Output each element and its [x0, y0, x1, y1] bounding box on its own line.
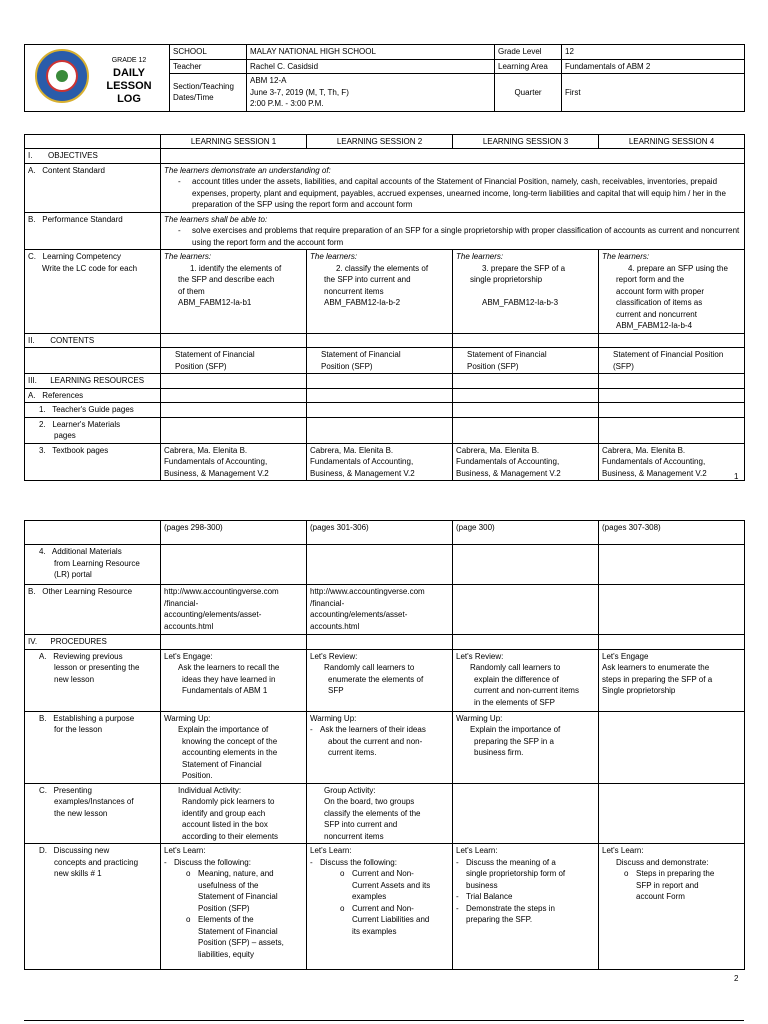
activity-line: steps in preparing the SFP of a	[602, 674, 713, 684]
contents-heading: II. CONTENTS	[25, 333, 161, 348]
competency-session-3	[453, 250, 599, 334]
label-line: the new lesson	[54, 808, 108, 818]
additional-blank	[599, 545, 745, 585]
page-number-1: 1	[734, 472, 739, 481]
competency-line: report form and the	[616, 275, 685, 284]
bullet-line: o Current and Non-	[310, 868, 449, 880]
performance-standard-label: B. Performance Standard	[25, 212, 161, 250]
label-line: lesson or presenting the	[54, 663, 140, 672]
header-table	[24, 44, 745, 112]
section-label: Section/Teaching Dates/Time	[170, 74, 247, 112]
activity-dash-line: - Demonstrate the steps in	[456, 903, 595, 915]
textbook-line: Fundamentals of Accounting,	[602, 457, 706, 466]
corner-cell	[25, 134, 161, 149]
contents-line: Position (SFP)	[467, 361, 519, 371]
lm-label-1: 2. Learner's Materials	[39, 419, 121, 429]
activity-head: Let's Engage	[602, 651, 649, 661]
activity-line: noncurrent items	[324, 831, 384, 841]
lm-blank	[453, 417, 599, 443]
activity-head: Let's Learn:	[310, 846, 352, 855]
bullet-line: SFP in report and	[636, 880, 699, 890]
grade-level-value: 12	[562, 45, 745, 60]
textbook-session-3	[453, 443, 599, 481]
activity-line: ideas they have learned in	[182, 674, 276, 684]
contents-session-4	[599, 348, 745, 374]
competency-line: 3. prepare the SFP of a	[482, 263, 566, 273]
performance-standard-text: solve exercises and problems that require preparation of an SFP for a single proprietorship with proper classification of accounts as current and noncurrent using the report form and the account form	[192, 226, 740, 247]
competency-line: single proprietorship	[470, 275, 543, 284]
link-line[interactable]: http://www.accountingverse.com	[164, 587, 279, 596]
activity-head: Let's Review:	[310, 651, 358, 661]
label-line: new skills # 1	[54, 869, 102, 878]
page-1	[24, 44, 744, 481]
activity-line: Explain the importance of	[178, 725, 269, 734]
content-standard-cell	[161, 163, 745, 212]
objectives-table	[24, 134, 745, 482]
references-blank	[453, 388, 599, 403]
textbook-line: Fundamentals of Accounting,	[456, 457, 560, 466]
link-line[interactable]: accounts.html	[164, 621, 214, 631]
quarter-value: First	[562, 74, 745, 112]
label-line: examples/Instances of	[54, 797, 134, 806]
procedures-blank	[307, 635, 453, 650]
competency-code: ABM_FABM12-Ia-b1	[178, 298, 252, 307]
competency-intro: The learners:	[164, 252, 212, 261]
activity-line: Single proprietorship	[602, 686, 676, 695]
textbook-line: Business, & Management V.2	[602, 468, 707, 478]
competency-line: classification of items as	[616, 298, 703, 307]
procedure-b-session-4	[599, 711, 745, 783]
lm-label-2: pages	[54, 431, 76, 440]
competency-label-2: Write the LC code for each	[42, 263, 138, 273]
tg-blank	[161, 403, 307, 418]
link-line[interactable]: accounts.html	[310, 621, 360, 631]
contents-session-1	[161, 348, 307, 374]
activity-line: SFP	[328, 686, 344, 695]
activity-line: explain the difference of	[474, 674, 559, 684]
additional-line: 4. Additional Materials	[39, 547, 122, 556]
activity-dash-line: - Ask the learners of their ideas	[310, 724, 449, 736]
textbook-session-2	[307, 443, 453, 481]
performance-standard-item: - solve exercises and problems that require preparation of an SFP for a single proprietorship with proper classification of accounts as current and noncurrent using the report form and the account form	[178, 226, 740, 247]
pages-session-1: (pages 298-300)	[161, 521, 307, 545]
other-resource-link-2[interactable]	[307, 585, 453, 635]
link-line[interactable]: accounting/elements/asset-	[164, 610, 262, 619]
section-line: ABM 12-A	[250, 76, 287, 85]
page-3-top-border	[24, 1020, 744, 1021]
procedure-d-label	[25, 844, 161, 970]
page-number-2: 2	[734, 974, 739, 983]
pages-session-4: (pages 307-308)	[599, 521, 745, 545]
activity-dash-line: - Discuss the meaning of a	[456, 857, 595, 869]
activity-line: current items.	[328, 748, 377, 757]
dates-line: June 3-7, 2019 (M, T, Th, F)	[250, 87, 349, 97]
bullet-line: examples	[352, 892, 387, 901]
other-blank	[453, 585, 599, 635]
competency-intro: The learners:	[456, 252, 504, 261]
bullet-line: Position (SFP)	[198, 903, 250, 913]
textbook-session-1	[161, 443, 307, 481]
activity-line: Statement of Financial	[182, 759, 262, 769]
pages-label-blank	[25, 521, 161, 545]
additional-blank	[453, 545, 599, 585]
contents-line: Statement of Financial	[467, 350, 547, 359]
link-line[interactable]: /financial-	[164, 598, 199, 608]
activity-head: Warming Up:	[456, 713, 503, 723]
competency-line: 2. classify the elements of	[336, 263, 429, 273]
activity-line: SFP into current and	[324, 820, 398, 829]
learning-area-value: Fundamentals of ABM 2	[562, 59, 745, 74]
activity-line: about the current and non-	[328, 736, 423, 746]
label-line: new lesson	[54, 674, 95, 684]
contents-session-2	[307, 348, 453, 374]
bullet-line: o Meaning, nature, and	[164, 868, 303, 880]
content-standard-label: A. Content Standard	[25, 163, 161, 212]
competency-line: of them	[178, 286, 205, 296]
bullet-line: o Steps in preparing the	[602, 868, 741, 880]
grade-label: GRADE 12	[111, 57, 147, 64]
teacher-value: Rachel C. Casidsid	[247, 59, 495, 74]
section-value	[247, 74, 495, 112]
procedure-a-session-2	[307, 649, 453, 711]
bullet-line: o Current and Non-	[310, 903, 449, 915]
competency-line: the SFP and describe each	[178, 275, 275, 284]
performance-standard-intro: The learners shall be able to:	[164, 214, 268, 224]
activity-line: according to their elements	[182, 831, 279, 841]
contents-blank	[307, 333, 453, 348]
contents-blank	[453, 333, 599, 348]
dll-title-line2: LOG	[117, 92, 141, 105]
bullet-line: o Elements of the	[164, 914, 303, 926]
bullet-line: liabilities, equity	[198, 949, 255, 959]
activity-dash-line: - Trial Balance	[456, 891, 595, 903]
competency-line: 1. identify the elements of	[190, 263, 282, 273]
procedure-a-session-4	[599, 649, 745, 711]
bullet-line: Position (SFP) – assets,	[198, 938, 284, 947]
competency-session-4	[599, 250, 745, 334]
other-resource-label: B. Other Learning Resource	[25, 585, 161, 635]
activity-line: enumerate the elements of	[328, 674, 424, 684]
procedure-b-session-1	[161, 711, 307, 783]
objectives-heading: I. OBJECTIVES	[25, 149, 161, 164]
textbook-line: Cabrera, Ma. Elenita B.	[164, 445, 248, 455]
activity-line: current and non-current items	[474, 686, 579, 695]
bullet-line: Current Assets and its	[352, 880, 431, 890]
activity-line: On the board, two groups	[324, 797, 415, 806]
competency-session-2	[307, 250, 453, 334]
activity-dash-line: - Discuss the following:	[164, 857, 303, 869]
competency-code: ABM_FABM12-Ia-b-4	[616, 321, 693, 330]
time-line: 2:00 P.M. - 3:00 P.M.	[250, 99, 324, 108]
pages-session-3: (page 300)	[453, 521, 599, 545]
activity-line: Randomly call learners to	[324, 663, 415, 672]
label-line: C. Presenting	[39, 785, 92, 795]
procedure-a-session-1	[161, 649, 307, 711]
contents-line: Statement of Financial	[175, 350, 255, 359]
procedure-c-session-2	[307, 783, 453, 844]
grade-level-label: Grade Level	[495, 45, 562, 60]
bullet-line: its examples	[352, 926, 397, 936]
link-line[interactable]: /financial-	[310, 598, 345, 608]
additional-line: from Learning Resource	[54, 558, 140, 568]
procedure-a-label	[25, 649, 161, 711]
content-standard-intro: The learners demonstrate an understanding of:	[164, 165, 331, 175]
activity-head: Let's Review:	[456, 651, 504, 661]
school-logo	[35, 49, 89, 103]
activity-line: business	[466, 880, 498, 890]
performance-standard-cell	[161, 212, 745, 250]
activity-head: Warming Up:	[164, 713, 211, 723]
activity-head: Group Activity:	[324, 785, 376, 795]
content-standard-item: - account titles under the assets, liabilities, and capital accounts of the Statement of Financial Position, namely, cash, receivables, inventories, prepaid expenses, property, plant and equipment, payables, accrued expenses, unearned income, long-term liabilities and capital that will equip him / her in the preparation of the SFP using the report form and account form	[164, 176, 741, 211]
label-line: concepts and practicing	[54, 857, 139, 867]
other-resource-link-1[interactable]	[161, 585, 307, 635]
textbook-line: Fundamentals of Accounting,	[310, 457, 414, 466]
lm-blank	[161, 417, 307, 443]
competency-intro: The learners:	[602, 252, 650, 261]
pages-session-2: (pages 301-306)	[307, 521, 453, 545]
activity-line: single proprietorship form of	[466, 869, 566, 878]
procedure-a-session-3	[453, 649, 599, 711]
tg-label: 1. Teacher's Guide pages	[25, 403, 161, 418]
procedure-c-label	[25, 783, 161, 844]
activity-line: Ask learners to enumerate the	[602, 663, 710, 672]
activity-line: account listed in the box	[182, 820, 268, 829]
session-1-header: LEARNING SESSION 1	[161, 134, 307, 149]
activity-dash-line: - Discuss the following:	[310, 857, 449, 869]
activity-line: Randomly call learners to	[470, 663, 561, 672]
label-line: D. Discussing new	[39, 846, 110, 855]
contents-line: Statement of Financial	[321, 350, 401, 359]
resources-blank	[161, 374, 307, 389]
lm-blank	[307, 417, 453, 443]
activity-line: Randomly pick learners to	[182, 797, 275, 806]
competency-line: 4. prepare an SFP using the	[628, 263, 728, 273]
session-2-header: LEARNING SESSION 2	[307, 134, 453, 149]
procedure-c-session-3	[453, 783, 599, 844]
contents-line: (SFP)	[613, 361, 634, 371]
procedure-d-session-4	[599, 844, 745, 970]
label-line: B. Establishing a purpose	[39, 713, 135, 723]
procedure-d-session-2	[307, 844, 453, 970]
resources-blank	[307, 374, 453, 389]
bullet-line: Current Liabilities and	[352, 915, 430, 924]
dll-title-line1: DAILY LESSON	[106, 66, 152, 92]
procedure-c-session-4	[599, 783, 745, 844]
procedure-b-session-3	[453, 711, 599, 783]
activity-line: Discuss and demonstrate:	[616, 857, 709, 867]
activity-line: in the elements of SFP	[474, 697, 555, 707]
activity-line: accounting elements in the	[182, 748, 278, 757]
bullet-line: account Form	[636, 892, 685, 901]
learning-area-label: Learning Area	[495, 59, 562, 74]
teacher-label: Teacher	[170, 59, 247, 74]
contents-label-blank	[25, 348, 161, 374]
procedure-d-session-1	[161, 844, 307, 970]
tg-blank	[599, 403, 745, 418]
additional-blank	[161, 545, 307, 585]
bullet-line: usefulness of the	[198, 880, 259, 890]
activity-line: business firm.	[474, 748, 524, 757]
textbook-line: Cabrera, Ma. Elenita B.	[602, 445, 686, 455]
additional-materials-label	[25, 545, 161, 585]
bullet-line: Statement of Financial	[198, 926, 278, 936]
objectives-blank	[161, 149, 745, 164]
additional-blank	[307, 545, 453, 585]
competency-code: ABM_FABM12-Ia-b-2	[324, 298, 401, 307]
contents-session-3	[453, 348, 599, 374]
procedures-table	[24, 520, 745, 970]
competency-line: current and noncurrent	[616, 309, 697, 319]
textbook-session-4	[599, 443, 745, 481]
textbook-line: Cabrera, Ma. Elenita B.	[456, 445, 540, 455]
activity-head: Warming Up:	[310, 713, 357, 723]
activity-line: Explain the importance of	[470, 725, 561, 734]
activity-line: classify the elements of the	[324, 808, 421, 818]
resources-blank	[453, 374, 599, 389]
textbook-line: Fundamentals of Accounting,	[164, 457, 268, 466]
competency-code: ABM_FABM12-Ia-b-3	[482, 298, 559, 307]
resources-blank	[599, 374, 745, 389]
activity-line: preparing the SFP.	[466, 915, 533, 924]
bullet-line: Statement of Financial	[198, 892, 278, 901]
activity-head: Let's Engage:	[164, 651, 213, 661]
competency-label	[25, 250, 161, 334]
competency-line: noncurrent items	[324, 286, 384, 296]
label-line: for the lesson	[54, 725, 103, 734]
session-4-header: LEARNING SESSION 4	[599, 134, 745, 149]
header-title-cell	[25, 45, 170, 112]
tg-blank	[453, 403, 599, 418]
resources-heading: III. LEARNING RESOURCES	[25, 374, 161, 389]
contents-line: Position (SFP)	[321, 361, 373, 371]
quarter-label: Quarter	[495, 74, 562, 112]
school-label: SCHOOL	[170, 45, 247, 60]
tg-blank	[307, 403, 453, 418]
procedures-blank	[453, 635, 599, 650]
school-value: MALAY NATIONAL HIGH SCHOOL	[247, 45, 495, 60]
procedures-blank	[599, 635, 745, 650]
activity-line: preparing the SFP in a	[474, 736, 554, 746]
procedure-b-session-2	[307, 711, 453, 783]
references-label: A. References	[25, 388, 161, 403]
competency-line: the SFP into current and	[324, 275, 411, 284]
lm-blank	[599, 417, 745, 443]
other-blank	[599, 585, 745, 635]
lm-label	[25, 417, 161, 443]
page-2	[24, 520, 744, 970]
activity-head: Individual Activity:	[178, 785, 242, 795]
competency-session-1	[161, 250, 307, 334]
link-line[interactable]: http://www.accountingverse.com	[310, 587, 425, 596]
references-blank	[307, 388, 453, 403]
activity-line: Fundamentals of ABM 1	[182, 686, 268, 695]
textbook-line: Business, & Management V.2	[164, 468, 269, 478]
activity-head: Let's Learn:	[164, 846, 206, 855]
procedure-c-session-1	[161, 783, 307, 844]
activity-head: Let's Learn:	[602, 846, 644, 855]
procedure-b-label	[25, 711, 161, 783]
activity-head: Let's Learn:	[456, 846, 498, 855]
activity-line: knowing the concept of the	[182, 736, 278, 746]
contents-line: Position (SFP)	[175, 361, 227, 371]
additional-line: (LR) portal	[54, 570, 92, 579]
label-line: A. Reviewing previous	[39, 651, 123, 661]
link-line[interactable]: accounting/elements/asset-	[310, 610, 408, 619]
textbook-line: Business, & Management V.2	[456, 468, 561, 478]
competency-label-1: C. Learning Competency	[28, 252, 121, 261]
contents-blank	[161, 333, 307, 348]
content-standard-text: account titles under the assets, liabilities, and capital accounts of the Statement of Financial Position, namely, cash, receivables, inventories, prepaid expenses, property, plant and equipment, payables, accrued expenses, unearned income, long-term liabilities and capital that will equip him / her in the preparation of the SFP using the report form and account form	[192, 177, 726, 209]
textbook-line: Business, & Management V.2	[310, 468, 415, 478]
textbook-line: Cabrera, Ma. Elenita B.	[310, 445, 394, 455]
session-3-header: LEARNING SESSION 3	[453, 134, 599, 149]
competency-line: account form with proper	[616, 286, 705, 296]
procedures-heading: IV. PROCEDURES	[25, 635, 161, 650]
contents-line: Statement of Financial Position	[613, 350, 724, 359]
references-blank	[599, 388, 745, 403]
procedure-d-session-3	[453, 844, 599, 970]
activity-line: identify and group each	[182, 808, 266, 818]
activity-line: Position.	[182, 771, 213, 780]
textbook-label: 3. Textbook pages	[25, 443, 161, 481]
references-blank	[161, 388, 307, 403]
competency-intro: The learners:	[310, 252, 358, 261]
contents-blank	[599, 333, 745, 348]
procedures-blank	[161, 635, 307, 650]
activity-line: Ask the learners to recall the	[178, 663, 280, 672]
